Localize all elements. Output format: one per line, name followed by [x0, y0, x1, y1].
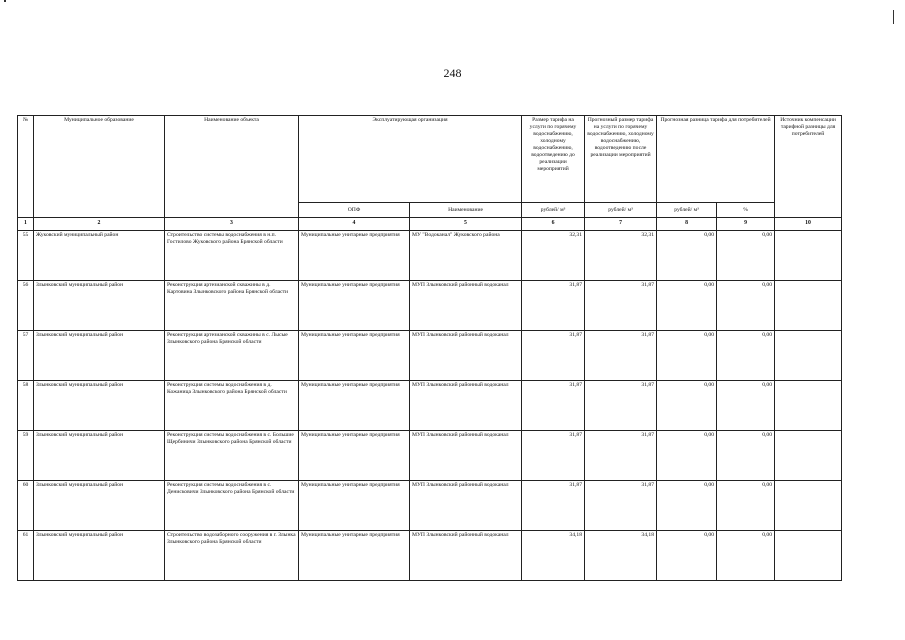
row-number: 56: [18, 281, 34, 331]
column-number: 7: [585, 218, 657, 231]
opf-cell: Муниципальные унитарные предприятия: [299, 481, 410, 531]
object-name-cell: Строительство системы водоснабжения в н.п. Гостилово Жуковского района Брянской области: [165, 231, 299, 281]
diff-pct-value: 0,00: [717, 381, 775, 431]
header-forecast-diff: Прогнозная разница тарифа для потребителей: [657, 116, 775, 203]
column-number: 9: [717, 218, 775, 231]
source-cell: [775, 231, 842, 281]
diff-rub-value: 0,00: [657, 481, 717, 531]
header-num: №: [18, 116, 34, 218]
forecast-value: 31,87: [585, 331, 657, 381]
scan-mark: [893, 10, 894, 24]
header-org-name: Наименование: [410, 203, 522, 218]
opf-cell: Муниципальные унитарные предприятия: [299, 381, 410, 431]
municipality-cell: Злынковский муниципальный район: [34, 531, 165, 581]
organization-cell: МУП Злынковский районный водоканал: [410, 381, 522, 431]
object-name-cell: Реконструкция системы водоснабжения в д. Кожаница Злынковского района Брянской области: [165, 381, 299, 431]
tariff-table: [17, 115, 842, 581]
header-source: Источник компенсации тарифной разницы для потребителей: [775, 116, 842, 218]
header-tariff-size: Размер тарифа на услуги по горячему водоснабжению, холодному водоснабжению, водоотведению до реализации мероприятий: [522, 116, 585, 203]
scan-mark: [4, 0, 6, 2]
tariff-value: 34,18: [522, 531, 585, 581]
municipality-cell: Злынковский муниципальный район: [34, 481, 165, 531]
forecast-value: 31,87: [585, 381, 657, 431]
header-object-name: Наименование объекта: [165, 116, 299, 218]
forecast-value: 32,31: [585, 231, 657, 281]
column-number: 10: [775, 218, 842, 231]
header-municipality: Муниципальное образование: [34, 116, 165, 218]
municipality-cell: Жуковский муниципальный район: [34, 231, 165, 281]
diff-rub-value: 0,00: [657, 531, 717, 581]
table-row: [18, 431, 842, 481]
diff-pct-value: 0,00: [717, 431, 775, 481]
opf-cell: Муниципальные унитарные предприятия: [299, 431, 410, 481]
diff-pct-value: 0,00: [717, 481, 775, 531]
diff-rub-value: 0,00: [657, 381, 717, 431]
object-name-cell: Реконструкция системы водоснабжения в с. Большие Щербиничи Злынковского района Брянской области: [165, 431, 299, 481]
source-cell: [775, 381, 842, 431]
object-name-cell: Строительство водозаборного сооружения в г. Злынка Злынковского района Брянской области: [165, 531, 299, 581]
organization-cell: МУП Злынковский районный водоканал: [410, 331, 522, 381]
forecast-value: 31,87: [585, 431, 657, 481]
row-number: 57: [18, 331, 34, 381]
column-number: 4: [299, 218, 410, 231]
diff-pct-value: 0,00: [717, 281, 775, 331]
source-cell: [775, 531, 842, 581]
forecast-value: 31,87: [585, 281, 657, 331]
column-number-row: [18, 218, 842, 231]
opf-cell: Муниципальные унитарные предприятия: [299, 281, 410, 331]
municipality-cell: Злынковский муниципальный район: [34, 281, 165, 331]
diff-rub-value: 0,00: [657, 231, 717, 281]
header-opf: ОПФ: [299, 203, 410, 218]
row-number: 58: [18, 381, 34, 431]
organization-cell: МУП Злынковский районный водоканал: [410, 431, 522, 481]
header-unit-tariff: рублей/ м³: [522, 203, 585, 218]
opf-cell: Муниципальные унитарные предприятия: [299, 331, 410, 381]
column-number: 1: [18, 218, 34, 231]
header-forecast-size: Прогнозный размер тарифа на услуги по горячему водоснабжению, холодному водоснабжению, водоотведению после реализации мероприятий: [585, 116, 657, 203]
source-cell: [775, 331, 842, 381]
source-cell: [775, 431, 842, 481]
diff-pct-value: 0,00: [717, 231, 775, 281]
opf-cell: Муниципальные унитарные предприятия: [299, 531, 410, 581]
organization-cell: МУП Злынковский районный водоканал: [410, 481, 522, 531]
object-name-cell: Реконструкция артезианской скважины в д. Картовина Злынковского района Брянской области: [165, 281, 299, 331]
diff-pct-value: 0,00: [717, 531, 775, 581]
header-unit-diff-pct: %: [717, 203, 775, 218]
object-name-cell: Реконструкция артезианской скважины в с. Лысые Злынковского района Брянской области: [165, 331, 299, 381]
header-row-1: [18, 116, 842, 203]
diff-pct-value: 0,00: [717, 331, 775, 381]
municipality-cell: Злынковский муниципальный район: [34, 431, 165, 481]
object-name-cell: Реконструкция системы водоснабжения в с. Денисковичи Злынковского района Брянской области: [165, 481, 299, 531]
column-number: 5: [410, 218, 522, 231]
forecast-value: 34,18: [585, 531, 657, 581]
organization-cell: МУП Злынковский районный водоканал: [410, 281, 522, 331]
source-cell: [775, 481, 842, 531]
tariff-value: 32,31: [522, 231, 585, 281]
tariff-value: 31,87: [522, 281, 585, 331]
column-number: 6: [522, 218, 585, 231]
header-unit-diff-rub: рублей/ м³: [657, 203, 717, 218]
column-number: 8: [657, 218, 717, 231]
organization-cell: МУ "Водоканал" Жуковского района: [410, 231, 522, 281]
column-number: 3: [165, 218, 299, 231]
diff-rub-value: 0,00: [657, 331, 717, 381]
header-unit-forecast: рублей/ м³: [585, 203, 657, 218]
tariff-value: 31,87: [522, 481, 585, 531]
diff-rub-value: 0,00: [657, 281, 717, 331]
table-row: [18, 381, 842, 431]
page-number: 248: [443, 66, 462, 80]
municipality-cell: Злынковский муниципальный район: [34, 381, 165, 431]
source-cell: [775, 281, 842, 331]
organization-cell: МУП Злынковский районный водоканал: [410, 531, 522, 581]
tariff-value: 31,87: [522, 431, 585, 481]
column-number: 2: [34, 218, 165, 231]
table-row: [18, 481, 842, 531]
table-row: [18, 331, 842, 381]
header-operator: Эксплуатирующая организация: [299, 116, 522, 203]
table-row: [18, 531, 842, 581]
row-number: 59: [18, 431, 34, 481]
row-number: 60: [18, 481, 34, 531]
municipality-cell: Злынковский муниципальный район: [34, 331, 165, 381]
row-number: 55: [18, 231, 34, 281]
table-row: [18, 231, 842, 281]
forecast-value: 31,87: [585, 481, 657, 531]
diff-rub-value: 0,00: [657, 431, 717, 481]
tariff-value: 31,87: [522, 381, 585, 431]
tariff-value: 31,87: [522, 331, 585, 381]
table-row: [18, 281, 842, 331]
row-number: 61: [18, 531, 34, 581]
table-body: [18, 231, 842, 581]
opf-cell: Муниципальные унитарные предприятия: [299, 231, 410, 281]
